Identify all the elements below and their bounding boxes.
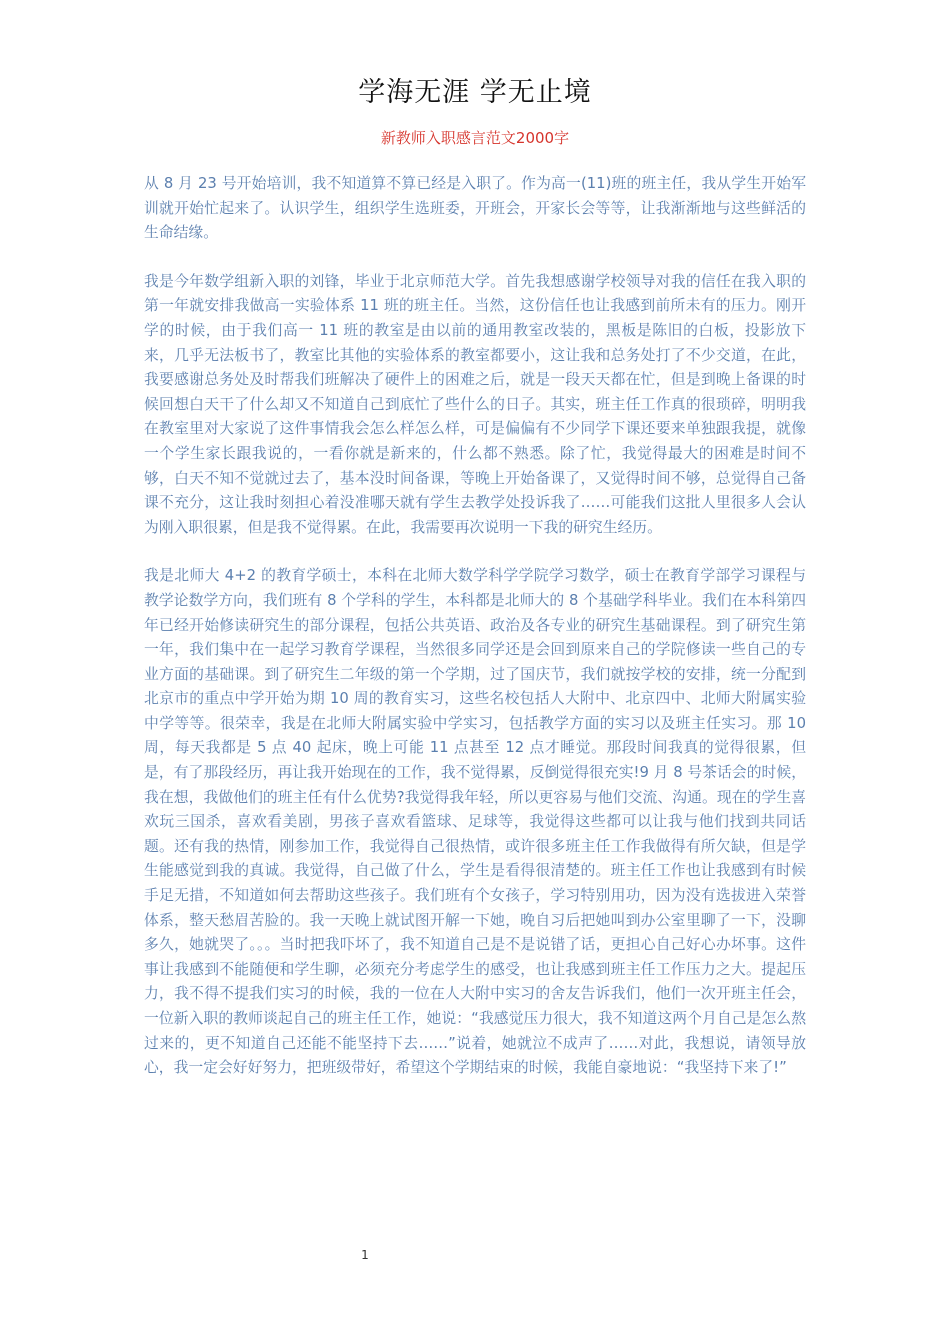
- page-number: 1: [361, 1248, 369, 1262]
- document-title: 新教师入职感言范文2000字: [380, 129, 570, 147]
- document-body: [144, 172, 806, 1105]
- paragraph-2: 我是今年数学组新入职的刘锋，毕业于北京师范大学。首先我想感谢学校领导对我的信任在我入职的第一年就安排我做高一实验体系 11 班的班主任。当然，这份信任也让我感到前所未有的压力。刚开学的时候，由于我们高一 11 班的教室是由以前的通用教室改装的，黑板是陈旧的白板，投影放下来，几乎无法板书了，教室比其他的实验体系的教室都要小，这让我和总务处打了不少交道，在此，我要感谢总务处及时帮我们班解决了硬件上的困难之后，就是一段天天都在忙，但是到晚上备课的时候回想白天干了什么却又不知道自己到底忙了些什么的日子。其实，班主任工作真的很琐碎，明明我在教室里对大家说了这件事情我会怎么样怎么样，可是偏偏有不少同学下课还要来单独跟我提，就像一个学生家长跟我说的，一看你就是新来的，什么都不熟悉。除了忙，我觉得最大的困难是时间不够，白天不知不觉就过去了，基本没时间备课，等晚上开始备课了，又觉得时间不够，总觉得自己备课不充分，这让我时刻担心着没准哪天就有学生去教学处投诉我了……可能我们这批人里很多人会认为刚入职很累，但是我不觉得累。在此，我需要再次说明一下我的研究生经历。: [144, 272, 806, 536]
- paragraph-3: 我是北师大 4+2 的教育学硕士，本科在北师大数学科学学院学习数学，硕士在教育学部学习课程与教学论数学方向，我们班有 8 个学科的学生，本科都是北师大的 8 个基础学科毕业。我们在本科第四年已经开始修读研究生的部分课程，包括公共英语、政治及各专业的研究生基础课程。到了研究生第一年，我们集中在一起学习教育学课程，当然很多同学还是会回到原来自己的学院修读一些自己的专业方面的基础课。到了研究生二年级的第一个学期，过了国庆节，我们就按学校的安排，统一分配到北京市的重点中学开始为期 10 周的教育实习，这些名校包括人大附中、北京四中、北师大附属实验中学等等。很荣幸，我是在北师大附属实验中学实习，包括教学方面的实习以及班主任实习。那 10 周，每天我都是 5 点 40 起床，晚上可能 11 点甚至 12 点才睡觉。那段时间我真的觉得很累，但是，有了那段经历，再让我开始现在的工作，我不觉得累，反倒觉得很充实!9 月 8 号茶话会的时候，我在想，我做他们的班主任有什么优势?我觉得我年轻，所以更容易与他们交流、沟通。现在的学生喜欢玩三国杀，喜欢看美剧，男孩子喜欢看篮球、足球等，我觉得这些都可以让我与他们找到共同话题。还有我的热情，刚参加工作，我觉得自己很热情，或许很多班主任工作我做得有所欠缺，但是学生能感觉到我的真诚。我觉得，自己做了什么，学生是看得很清楚的。班主任工作也让我感到有时候手足无措，不知道如何去帮助这些孩子。我们班有个女孩子，学习特别用功，因为没有选拔进入荣誉体系，整天愁眉苦脸的。我一天晚上就试图开解一下她，晚自习后把她叫到办公室里聊了一下，没聊多久，她就哭了。。。当时把我吓坏了，我不知道自己是不是说错了话，更担心自己好心办坏事。这件事让我感到不能随便和学生聊，必须充分考虑学生的感受，也让我感到班主任工作压力之大。提起压力，我不得不提我们实习的时候，我的一位在人大附中实习的舍友告诉我们，他们一次开班主任会，一位新入职的教师谈起自己的班主任工作，她说：“我感觉压力很大，我不知道这两个月自己是怎么熬过来的，更不知道自己还能不能坚持下去……”说着，她就泣不成声了……对此，我想说，请领导放心，我一定会好好努力，把班级带好，希望这个学期结束的时候，我能自豪地说：“我坚持下来了!”: [144, 567, 806, 1077]
- header-motto: 学海无涯 学无止境: [358, 77, 592, 108]
- paragraph-1: 从 8 月 23 号开始培训，我不知道算不算已经是入职了。作为高一(11)班的班主任，我从学生开始军训就开始忙起来了。认识学生，组织学生选班委，开班会，开家长会等等，让我渐渐地与这些鲜活的生命结缘。: [144, 175, 806, 242]
